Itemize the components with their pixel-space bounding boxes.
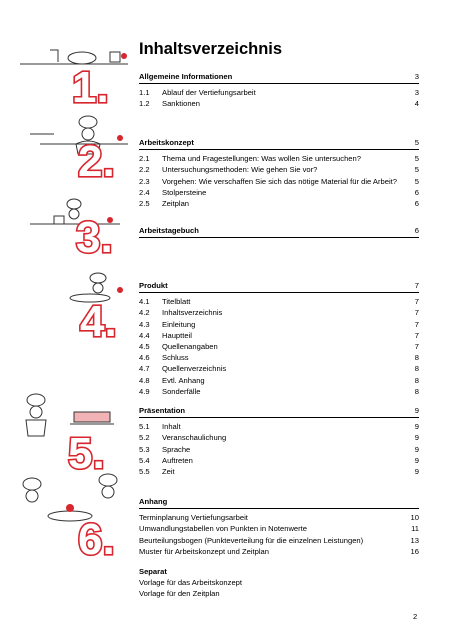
section-numeral-6: 6. [78,515,115,558]
illustration-6 [10,470,132,558]
toc-section-heading[interactable] [139,137,419,150]
entry-page: 5 [414,165,419,175]
toc-entry[interactable] [139,535,419,546]
section-title: Anhang [139,497,168,506]
entry-label: Auftreten [162,455,193,465]
entry-label: Untersuchungsmethoden: Wie gehen Sie vor? [162,165,318,175]
toc-section-anhang [139,496,419,557]
entry-label: Inhalt [162,422,181,432]
toc-section-allgemeine-informationen [139,71,419,110]
section-title: Produkt [139,281,168,290]
illustration-5 [10,392,132,474]
toc-entry[interactable] [139,455,419,466]
illustration-4 [10,270,132,340]
entry-number: 4.6 [139,353,150,363]
section-page: 5 [414,138,419,147]
entry-label: Zeit [162,467,175,477]
illustration-1 [10,46,132,106]
toc-entry[interactable] [139,466,419,477]
entry-page: 7 [414,297,419,307]
entry-page: 9 [414,422,419,432]
entry-page: 9 [414,455,419,465]
entry-number: 1.2 [139,99,150,109]
entry-label: Evtl. Anhang [162,375,205,385]
toc-entry[interactable] [139,523,419,534]
section-numeral-2: 2. [78,137,115,180]
section-numeral-3: 3. [76,213,113,256]
page-title: Inhaltsverzeichnis [139,40,283,58]
separat-heading: Separat [139,567,167,576]
toc-entry[interactable] [139,341,419,352]
toc-entry[interactable] [139,375,419,386]
entry-page: 8 [414,364,419,374]
toc-entry[interactable] [139,386,419,397]
entry-number: 4.5 [139,342,150,352]
entry-label: Vorlage für den Zeitplan [139,589,220,599]
entry-page: 8 [414,353,419,363]
entry-number: 2.1 [139,154,150,164]
entry-number: 1.1 [139,88,150,98]
chefs-dining-icon [23,474,117,521]
entry-number: 4.4 [139,330,150,340]
toc-separat [139,564,419,600]
entry-label: Hauptteil [162,330,192,340]
toc-entry[interactable] [139,432,419,443]
entry-page: 6 [414,199,419,209]
entry-number: 5.3 [139,444,150,454]
entry-page: 9 [414,444,419,454]
entry-page: 7 [414,319,419,329]
entry-number: 5.5 [139,467,150,477]
entry-label: Veranschaulichung [162,433,227,443]
toc-entry[interactable] [139,153,419,164]
section-page: 7 [414,281,419,290]
toc-entry[interactable] [139,512,419,523]
entry-label: Quellenverzeichnis [162,364,227,374]
entry-label: Vorlage für das Arbeitskonzept [139,578,243,588]
toc-entry[interactable] [139,87,419,98]
entry-page: 7 [414,342,419,352]
separat-item[interactable] [139,577,419,588]
entry-page: 11 [411,524,419,534]
toc-section-heading[interactable] [139,496,419,509]
toc-entry[interactable] [139,98,419,109]
entry-label: Stolpersteine [162,187,207,197]
entry-label: Zeitplan [162,199,190,209]
entry-page: 7 [414,330,419,340]
page-number: 2 [413,612,418,621]
section-numeral-1: 1. [72,63,109,106]
section-page: 9 [414,406,419,415]
toc-entry[interactable] [139,296,419,307]
entry-page: 6 [414,187,419,197]
entry-page: 4 [414,99,419,109]
entry-page: 5 [414,154,419,164]
entry-label: Inhaltsverzeichnis [162,308,223,318]
toc-section-heading[interactable] [139,225,419,238]
entry-number: 4.9 [139,386,150,396]
entry-page: 8 [414,386,419,396]
entry-label: Einleitung [162,319,196,329]
section-numeral-5: 5. [68,429,105,474]
illustration-2 [10,114,132,180]
entry-number: 4.3 [139,319,150,329]
entry-label: Schluss [162,353,189,363]
entry-number: 2.3 [139,176,150,186]
chef-kitchen-icon [20,50,128,64]
section-title: Arbeitstagebuch [139,226,199,235]
entry-label: Muster für Arbeitskonzept und Zeitplan [139,546,270,556]
entry-page: 8 [414,375,419,385]
toc-entry[interactable] [139,164,419,175]
entry-label: Quellenangaben [162,342,218,352]
toc-section-arbeitskonzept [139,137,419,209]
toc-section-heading[interactable] [139,280,419,293]
section-title: Arbeitskonzept [139,138,194,147]
entry-label: Terminplanung Vertiefungsarbeit [139,513,248,523]
toc-entry[interactable] [139,352,419,363]
entry-label: Sonderfälle [162,386,201,396]
section-title: Allgemeine Informationen [139,72,233,81]
entry-label: Titelblatt [162,297,191,307]
toc-entry[interactable] [139,198,419,209]
section-page: 3 [414,72,419,81]
section-page: 6 [414,226,419,235]
toc-section-produkt [139,280,419,397]
separat-item[interactable] [139,588,419,599]
entry-page: 13 [410,535,419,545]
entry-number: 5.4 [139,455,150,465]
toc-entry[interactable] [139,444,419,455]
toc-entry[interactable] [139,421,419,432]
toc-entry[interactable] [139,176,419,187]
entry-number: 5.1 [139,422,150,432]
toc-section-heading[interactable] [139,405,419,418]
toc-section-arbeitstagebuch [139,225,419,241]
entry-number: 4.8 [139,375,150,385]
entry-page: 7 [414,308,419,318]
entry-label: Sprache [162,444,191,454]
entry-number: 2.4 [139,187,150,197]
entry-number: 4.2 [139,308,150,318]
entry-number: 2.2 [139,165,150,175]
entry-label: Umwandlungstabellen von Punkten in Notenwerte [139,524,308,534]
toc-section-heading[interactable] [139,71,419,84]
entry-page: 10 [410,513,419,523]
toc-entry[interactable] [139,546,419,557]
section-title: Präsentation [139,406,185,415]
entry-page: 3 [414,88,419,98]
toc-entry[interactable] [139,363,419,374]
illustration-3 [10,194,132,256]
entry-label: Sanktionen [162,99,200,109]
toc-section-praesentation [139,405,419,477]
entry-number: 2.5 [139,199,150,209]
section-numeral-4: 4. [80,297,117,340]
entry-label: Ablauf der Vertiefungsarbeit [162,88,256,98]
entry-label: Thema und Fragestellungen: Was wollen Sie untersuchen? [162,154,361,164]
entry-page: 5 [414,176,419,186]
entry-number: 4.1 [139,297,150,307]
entry-number: 4.7 [139,364,150,374]
toc-entry[interactable] [139,319,419,330]
entry-page: 16 [410,546,419,556]
toc-entry[interactable] [139,307,419,318]
entry-label: Beurteilungsbogen (Punkteverteilung für die einzelnen Leistungen) [139,535,364,545]
toc-entry[interactable] [139,330,419,341]
entry-page: 9 [414,467,419,477]
entry-number: 5.2 [139,433,150,443]
entry-page: 9 [414,433,419,443]
toc-entry[interactable] [139,187,419,198]
entry-label: Vorgehen: Wie verschaffen Sie sich das nötige Material für die Arbeit? [162,176,397,186]
